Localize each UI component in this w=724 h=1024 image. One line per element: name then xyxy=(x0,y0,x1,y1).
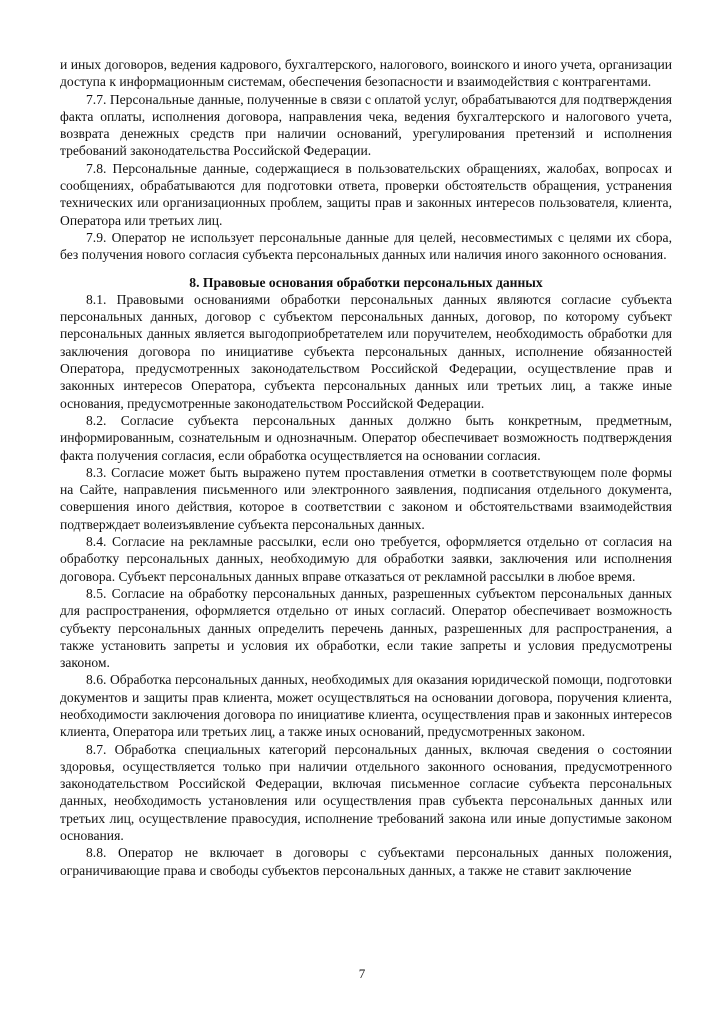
paragraph-8-6: 8.6. Обработка персональных данных, необходимых для оказания юридической помощи, подготовки документов и защиты прав клиента, может осуществляться на основании договора, поручения клиента, необходимости заключения договора по инициативе клиента, осуществления прав и законных интересов клиента, Оператора или третьих лиц, а также иных оснований, предусмотренных законом. xyxy=(60,672,672,740)
paragraph-7-7: 7.7. Персональные данные, полученные в связи с оплатой услуг, обрабатываются для подтверждения факта оплаты, исполнения договора, направления чека, ведения бухгалтерского и налогового учета, возврата денежных средств при наличии оснований, урегулирования претензий и исполнения требований законодательства Российской Федерации. xyxy=(60,91,672,159)
paragraph-8-4: 8.4. Согласие на рекламные рассылки, если оно требуется, оформляется отдельно от согласия на обработку персональных данных, необходимую для обработки заявки, заключения или исполнения договора. Субъект персональных данных вправе отказаться от рекламной рассылки в любое время. xyxy=(60,534,672,584)
paragraph-8-1: 8.1. Правовыми основаниями обработки персональных данных являются согласие субъекта персональных данных, договор с субъектом персональных данных, договор, по которому субъект персональных данных является выгодоприобретателем или поручителем, необходимость обработки для заключения договора по инициативе субъекта персональных данных, исполнение обязанностей Оператора, предусмотренных законодательством Российской Федерации, осуществление прав и законных интересов Оператора, субъекта персональных данных или третьих лиц, а также иные основания, предусмотренные законодательством Российской Федерации. xyxy=(60,291,672,411)
section-heading: 8. Правовые основания обработки персональных данных xyxy=(189,274,543,290)
document-body xyxy=(60,56,672,879)
paragraph-8-8: 8.8. Оператор не включает в договоры с субъектами персональных данных положения, ограничивающие права и свободы субъектов персональных данных, а также не ставит заключение xyxy=(60,845,672,878)
paragraph-7-9: 7.9. Оператор не использует персональные данные для целей, несовместимых с целями их сбора, без получения нового согласия субъекта персональных данных или наличия иного законного основания. xyxy=(60,229,672,263)
paragraph-8-3: 8.3. Согласие может быть выражено путем проставления отметки в соответствующем поле формы на Сайте, направления письменного или электронного заявления, подписания отдельного документа, совершения иного действия, которое в соответствии с законом и обстоятельствами взаимодействия подтверждает волеизъявление субъекта персональных данных. xyxy=(60,464,672,532)
paragraph-8-7: 8.7. Обработка специальных категорий персональных данных, включая сведения о состоянии здоровья, осуществляется только при наличии отдельного законного основания, предусмотренного законодательством Российской Федерации, включая письменное согласие субъекта персональных данных, необходимость установления или осуществления прав субъекта персональных данных или третьих лиц, осуществление правосудия, исполнение требований закона или иные допустимые законом основания. xyxy=(60,741,672,844)
paragraph-continuation: и иных договоров, ведения кадрового, бухгалтерского, налогового, воинского и иного учета, организации доступа к информационным системам, обеспечения безопасности и взаимодействия с контрагентами. xyxy=(60,57,672,90)
paragraph-7-8: 7.8. Персональные данные, содержащиеся в пользовательских обращениях, жалобах, вопросах и сообщениях, обрабатываются для подготовки ответа, проверки обстоятельств обращения, устранения технических или организационных проблем, защиты прав и законных интересов пользователя, клиента, Оператора или третьих лиц. xyxy=(60,160,672,228)
paragraph-8-2: 8.2. Согласие субъекта персональных данных должно быть конкретным, предметным, информированным, сознательным и однозначным. Оператор обеспечивает возможность подтверждения факта получения согласия, если обработка осуществляется на основании согласия. xyxy=(60,412,672,463)
paragraph-8-5: 8.5. Согласие на обработку персональных данных, разрешенных субъектом персональных данных для распространения, оформляется отдельно от иных согласий. Оператор обеспечивает возможность субъекту персональных данных определить перечень данных, разрешенных для распространения, а также установить запреты и условия их обработки, если такие запреты и условия предусмотрены законом. xyxy=(60,585,672,671)
page-number: 7 xyxy=(358,966,366,981)
